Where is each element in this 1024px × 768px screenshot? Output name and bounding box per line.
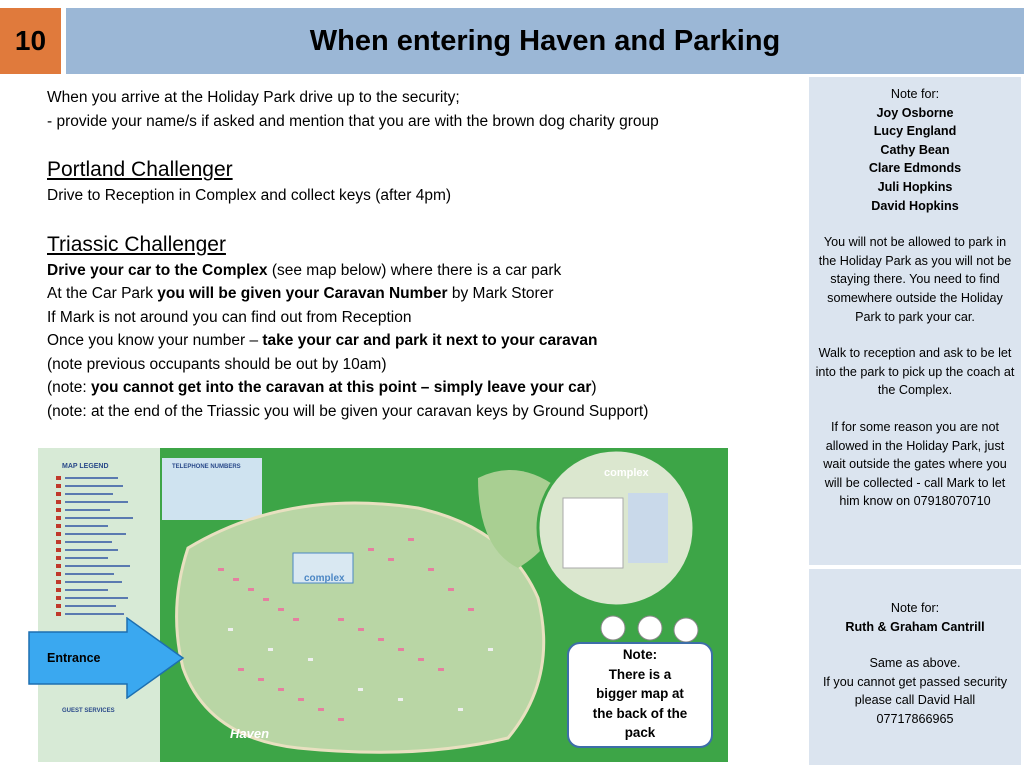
note-paragraph-2: If you cannot get passed security please call David Hall 07717866965	[822, 674, 1008, 726]
intro-line-2: - provide your name/s if asked and mention that you are with the brown dog charity group	[47, 112, 659, 130]
triassic-l4-pre: Once you know your number –	[47, 332, 263, 349]
triassic-l6-post: )	[591, 379, 597, 396]
note-name	[815, 178, 1015, 197]
main-instructions	[47, 86, 807, 423]
note-paragraph-3: If for some reason you are not allowed in the Holiday Park, just wait outside the gates where you will be collected - call Mark to let him know on 07918070710	[823, 419, 1007, 509]
haven-logo: Haven	[230, 726, 270, 741]
page-title: When entering Haven and Parking	[309, 24, 781, 57]
triassic-l1-rest: (see map below) where there is a car park	[267, 261, 562, 279]
callout-line-4: the back of the	[592, 705, 688, 721]
entrance-label: Entrance	[47, 651, 101, 665]
note-name	[815, 197, 1015, 216]
entrance-arrow	[27, 617, 185, 699]
note-box-group	[809, 77, 1021, 565]
note-header: Note for:	[890, 87, 940, 101]
triassic-heading: Triassic Challenger	[47, 232, 226, 256]
title-bar	[66, 8, 1024, 74]
triassic-l2-post: by Mark Storer	[447, 285, 554, 302]
triassic-l1-bold: Drive your car to the Complex	[47, 261, 268, 279]
note-paragraph-1: You will not be allowed to park in the Holiday Park as you will not be staying there. You need to find somewhere outside the Holiday Park to park your car.	[818, 235, 1012, 324]
portland-text: Drive to Reception in Complex and collect keys (after 4pm)	[47, 187, 452, 204]
bigger-map-note	[566, 641, 714, 749]
name-cathy: Cathy Bean	[880, 142, 950, 157]
callout-line-2: There is a	[608, 666, 672, 682]
triassic-l2-pre: At the Car Park	[47, 285, 158, 302]
triassic-line-4	[47, 329, 807, 353]
triassic-line-2	[47, 282, 807, 306]
callout-line-5: pack	[624, 725, 656, 740]
slide-number-text: 10	[14, 25, 47, 56]
name-lucy: Lucy England	[873, 124, 957, 139]
name-clare: Clare Edmonds	[868, 161, 962, 176]
note-box-cantrill	[809, 569, 1021, 765]
triassic-l6-bold: you cannot get into the caravan at this point – simply leave your car	[90, 379, 592, 396]
triassic-line-6	[47, 376, 807, 400]
note-name	[815, 122, 1015, 141]
guest-services-label: GUEST SERVICES	[62, 708, 115, 714]
name-juli: Juli Hopkins	[877, 179, 953, 194]
triassic-l4-bold: take your car and park it next to your caravan	[262, 332, 598, 349]
note-header: Note for:	[890, 601, 940, 615]
map-legend-title: MAP LEGEND	[62, 463, 109, 470]
note-name	[815, 104, 1015, 123]
triassic-line-5: (note previous occupants should be out by 10am)	[47, 355, 387, 373]
callout-line-3: bigger map at	[596, 686, 684, 701]
note-paragraph-2: Walk to reception and ask to be let into the park to pick up the coach at the Complex.	[815, 346, 1015, 398]
triassic-line-7: (note: at the end of the Triassic you will be given your caravan keys by Ground Support)	[47, 402, 649, 420]
slide-number	[0, 8, 61, 74]
portland-heading: Portland Challenger	[47, 158, 233, 181]
triassic-l6-pre: (note:	[47, 379, 91, 396]
triassic-l2-bold: you will be given your Caravan Number	[157, 285, 448, 302]
intro-line-1: When you arrive at the Holiday Park drive up to the security;	[47, 89, 460, 106]
name-cantrill: Ruth & Graham Cantrill	[845, 619, 985, 634]
note-name	[815, 159, 1015, 178]
name-joy: Joy Osborne	[876, 105, 954, 120]
name-david: David Hopkins	[871, 198, 959, 213]
note-name	[815, 618, 1015, 637]
triassic-line-3: If Mark is not around you can find out from Reception	[47, 308, 412, 326]
phone-numbers-title: TELEPHONE NUMBERS	[172, 464, 241, 470]
callout-line-1: Note:	[622, 647, 658, 662]
complex-label: complex	[304, 573, 345, 584]
note-name	[815, 141, 1015, 160]
note-paragraph-1: Same as above.	[869, 656, 961, 671]
inset-complex-label: complex	[604, 467, 649, 479]
triassic-line-1	[47, 259, 807, 283]
